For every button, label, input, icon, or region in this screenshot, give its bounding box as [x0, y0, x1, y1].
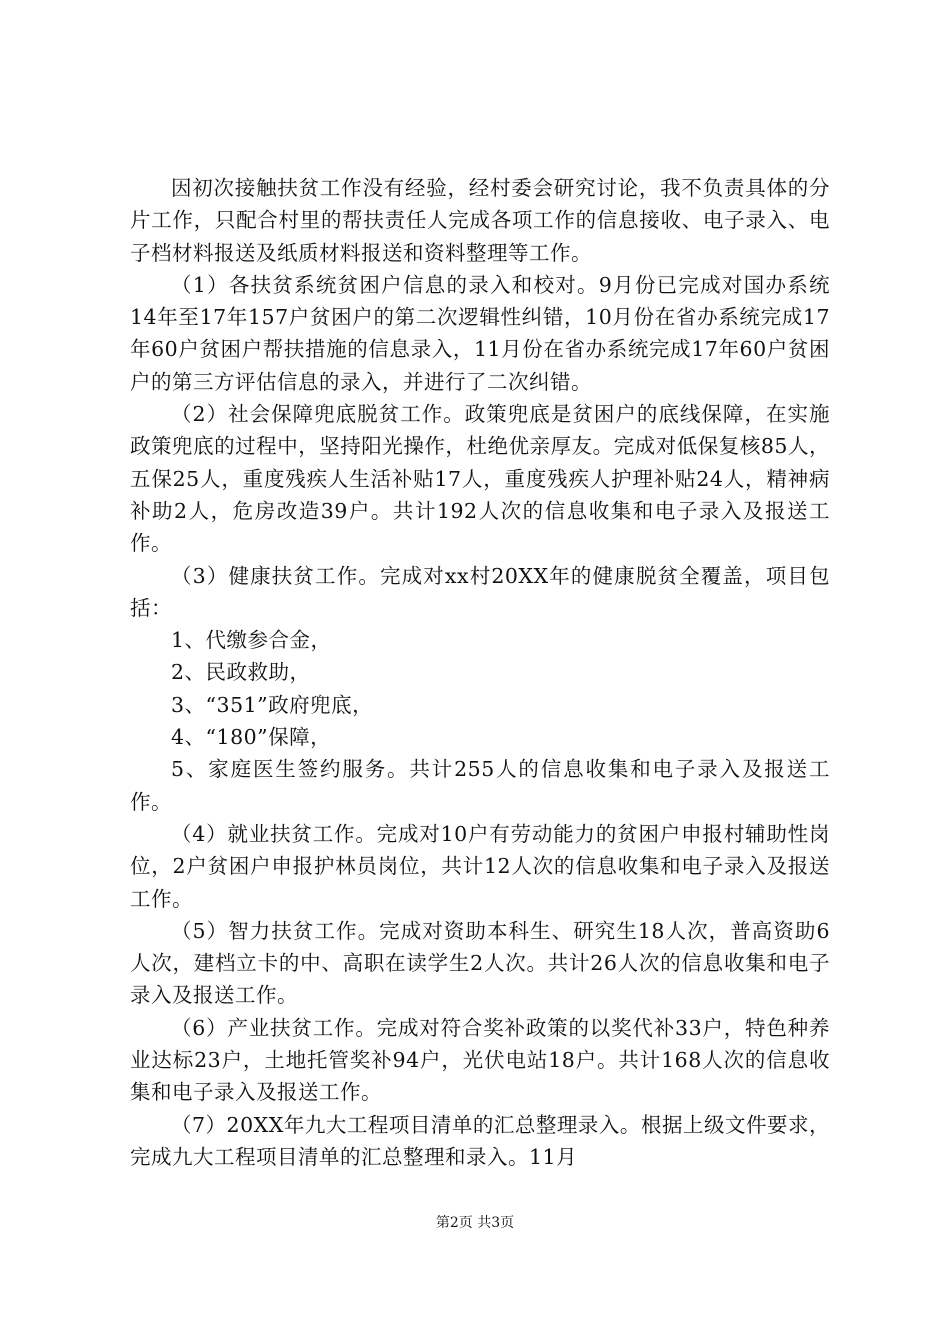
section-2-paragraph: （2）社会保障兜底脱贫工作。政策兜底是贫困户的底线保障，在实施政策兜底的过程中，坚持阳光操作，杜绝优亲厚友。完成对低保复核85人，五保25人，重度残疾人生活补贴17人，重度残疾人护理补贴24人，精神病补助2人，危房改造39户。共计192人次的信息收集和电子录入及报送工作。	[130, 402, 830, 556]
list-item: 4、“180”保障，	[171, 725, 332, 750]
page-footer	[0, 1213, 950, 1233]
section-5-paragraph: （5）智力扶贫工作。完成对资助本科生、研究生18人次，普高资助6人次，建档立卡的中、高职在读学生2人次。共计26人次的信息收集和电子录入及报送工作。	[130, 918, 830, 1008]
list-item: 5、家庭医生签约服务。共计255人的信息收集和电子录入及报送工作。	[130, 757, 830, 814]
page-indicator: 第2页 共3页	[435, 1215, 515, 1231]
section-3-paragraph: （3）健康扶贫工作。完成对xx村20XX年的健康脱贫全覆盖，项目包括：	[130, 563, 830, 620]
list-item: 1、代缴参合金，	[171, 628, 332, 653]
section-7-paragraph: （7）20XX年九大工程项目清单的汇总整理录入。根据上级文件要求，完成九大工程项目清单的汇总整理和录入。11月	[130, 1112, 830, 1169]
intro-paragraph: 因初次接触扶贫工作没有经验，经村委会研究讨论，我不负责具体的分片工作，只配合村里的帮扶责任人完成各项工作的信息接收、电子录入、电子档材料报送及纸质材料报送和资料整理等工作。	[130, 176, 830, 265]
section-1-paragraph: （1）各扶贫系统贫困户信息的录入和校对。9月份已完成对国办系统14年至17年157户贫困户的第二次逻辑性纠错，10月份在省办系统完成17年60户贫困户帮扶措施的信息录入，11月份在省办系统完成17年60户贫困户的第三方评估信息的录入，并进行了二次纠错。	[130, 272, 830, 394]
list-item: 2、民政救助，	[171, 660, 311, 685]
section-6-paragraph: （6）产业扶贫工作。完成对符合奖补政策的以奖代补33户，特色种养业达标23户，土地托管奖补94户，光伏电站18户。共计168人次的信息收集和电子录入及报送工作。	[130, 1015, 830, 1105]
list-item: 3、“351”政府兜底，	[171, 692, 374, 717]
section-4-paragraph: （4）就业扶贫工作。完成对10户有劳动能力的贫困户申报村辅助性岗位，2户贫困户申报护林员岗位，共计12人次的信息收集和电子录入及报送工作。	[130, 821, 830, 911]
document-body	[130, 172, 830, 1173]
